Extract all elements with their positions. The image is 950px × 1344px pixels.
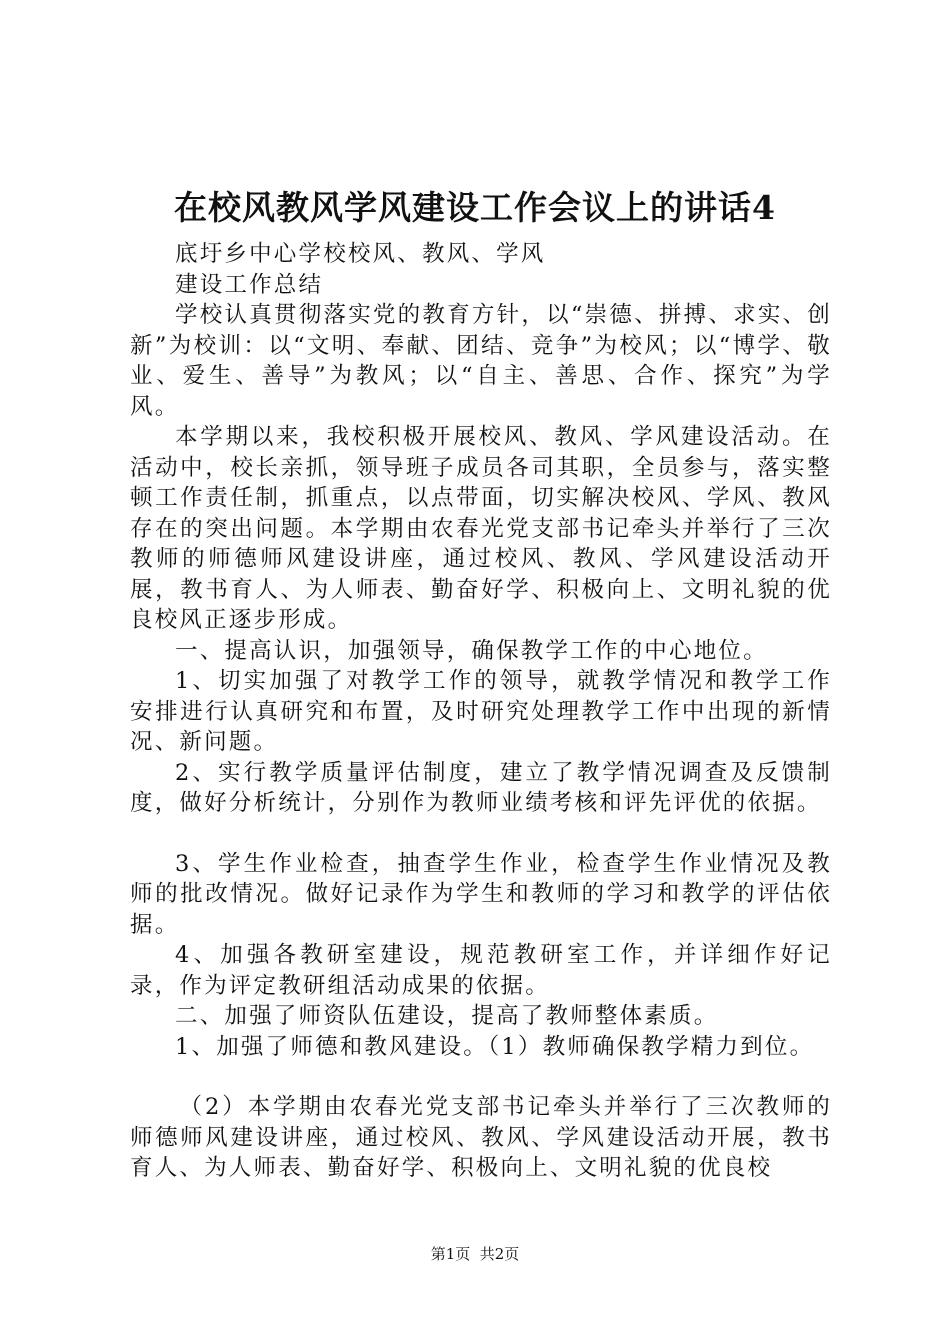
paragraph-summary-heading: 建设工作总结: [175, 271, 324, 298]
page-number: 第1页 共2页: [430, 1245, 520, 1263]
paragraph-school-motto: 学校认真贯彻落实党的教育方针，以“崇德、拼搏、求实、创新”为校训：以“文明、奉献、团结、竞争”为校风；以“博学、敬业、爱生、善导”为教风；以“自主、善思、合作、探究”为学风。: [130, 302, 832, 420]
list-item-1-2: 2、实行教学质量评估制度，建立了教学情况调查及反馈制度，做好分析统计，分别作为教师业绩考核和评先评优的依据。: [130, 759, 832, 816]
list-item-2-1: 1、加强了师德和教风建设。（1）教师确保教学精力到位。: [175, 1033, 815, 1060]
list-item-1-3: 3、学生作业检查，抽查学生作业，检查学生作业情况及教师的批改情况。做好记录作为学生和教师的学习和教学的评估依据。: [130, 850, 832, 938]
list-item-1-4: 4、加强各教研室建设，规范教研室工作，并详细作好记录，作为评定教研组活动成果的依据。: [130, 942, 832, 999]
list-item-2-1-2: （2）本学期由农春光党支部书记牵头并举行了三次教师的师德师风建设讲座，通过校风、教风、学风建设活动开展，教书育人、为人师表、勤奋好学、积极向上、文明礼貌的优良校: [130, 1094, 832, 1181]
paragraph-semester-activities: 本学期以来，我校积极开展校风、教风、学风建设活动。在活动中，校长亲抓，领导班子成员各司其职，全员参与，落实整顿工作责任制，抓重点，以点带面，切实解决校风、学风、教风存在的突出问题。本学期由农春光党支部书记牵头并举行了三次教师的师德师风建设讲座，通过校风、教风、学风建设活动开展，教书育人、为人师表、勤奋好学、积极向上、文明礼貌的优良校风正逐步形成。: [130, 424, 832, 633]
document-title: 在校风教风学风建设工作会议上的讲话4: [174, 188, 776, 227]
paragraph-school-name: 底圩乡中心学校校风、教风、学风: [175, 241, 546, 267]
section-heading-two: 二、加强了师资队伍建设，提高了教师整体素质。: [175, 1003, 719, 1029]
list-item-1-1: 1、切实加强了对教学工作的领导，就教学情况和教学工作安排进行认真研究和布置，及时研究处理教学工作中出现的新情况、新问题。: [130, 668, 832, 755]
section-heading-one: 一、提高认识，加强领导，确保教学工作的中心地位。: [175, 637, 768, 664]
page-footer: [0, 1244, 950, 1264]
document-body: [130, 239, 832, 1184]
